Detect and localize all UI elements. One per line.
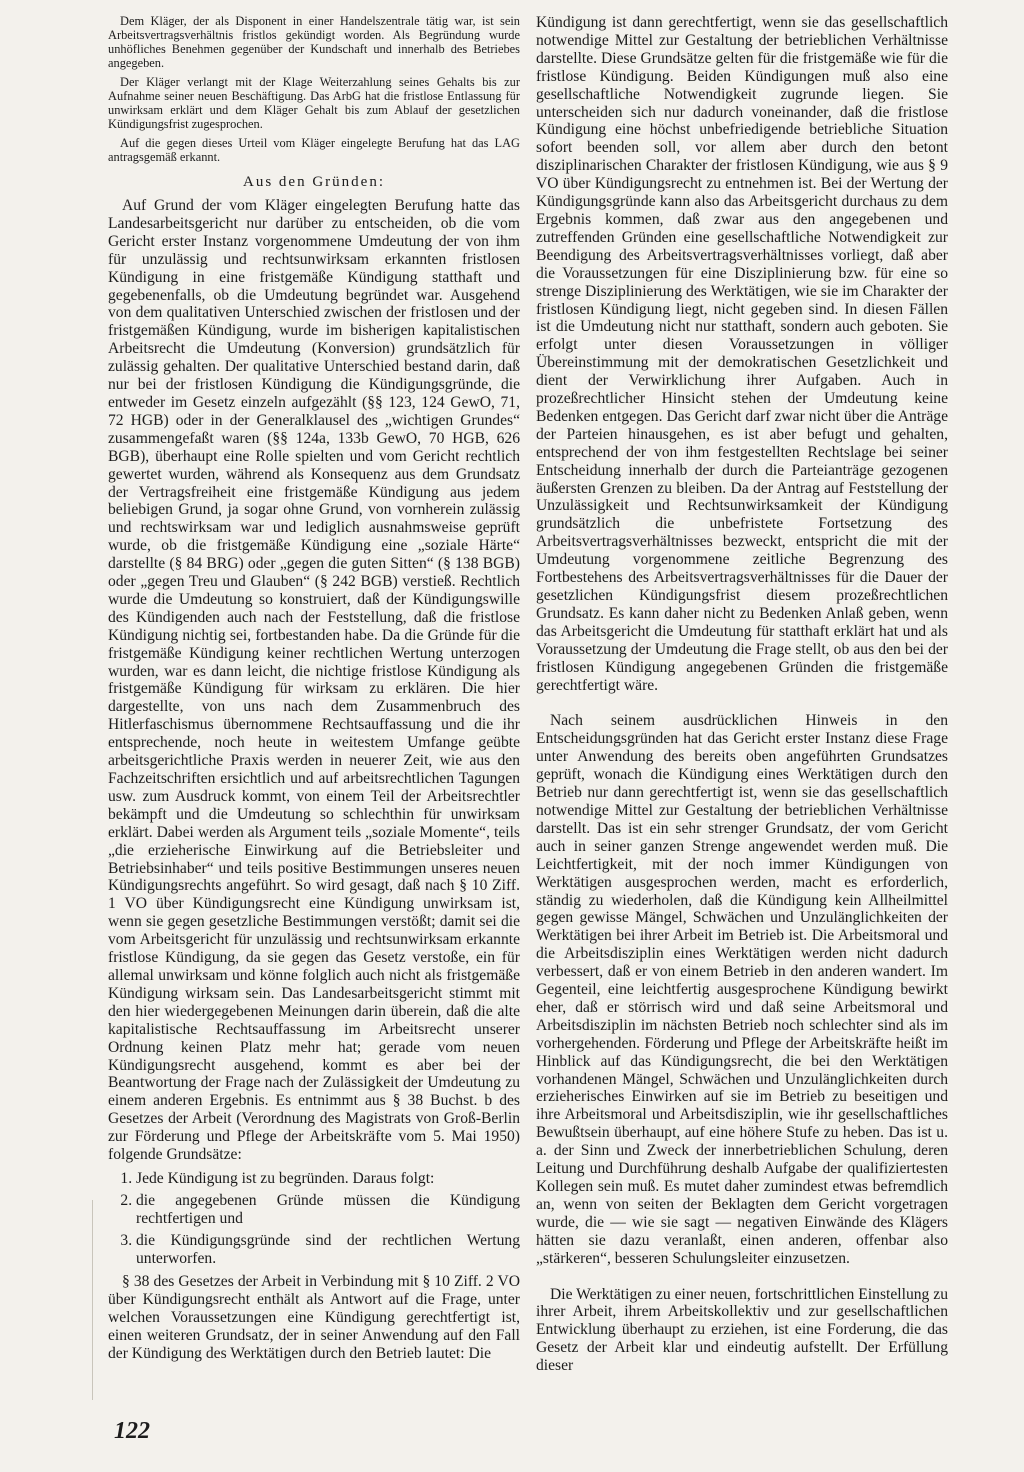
margin-line — [92, 1200, 93, 1400]
body-paragraph: Kündigung ist dann gerechtfertigt, wenn sie das gesellschaftlich notwendige Mittel zur Gestaltung der betrieblichen Verhältnisse darstellte. Diese Grundsätze gelten für die fristgemäße wie für die fristlose Kündigung. Beiden Kündigungen muß also eine gesellschaftliche Notwendigkeit zugrunde liegen. Sie unterscheiden sich nur dadurch voneinander, daß die fristlose Kündigung eine höchst unbefriedigende betriebliche Situation sofort beenden soll, vor allem aber durch den betont disziplinarischen Charakter der fristlosen Kündigung, wie aus § 9 VO über Kündigungsrecht zu entnehmen ist. Bei der Wertung der Kündigungsgründe kann also das Arbeitsgericht durchaus zu dem Ergebnis kommen, daß zwar aus den angegebenen und zutreffenden Gründen eine gesellschaftliche Notwendigkeit zur Beendigung des Arbeitsvertragsverhältnisses vorliegt, daß aber die Voraussetzungen für eine Disziplinierung bzw. für eine so strenge Disziplinierung des Werktätigen, wie sie im Charakter der fristlosen Kündigung liegt, nicht gegeben sind. In diesen Fällen ist die Umdeutung nicht nur statthaft, sondern auch geboten. Sie erfolgt unter diesen Voraussetzungen in völliger Übereinstimmung mit der demokratischen Gesetzlichkeit und dient der Verwirklichung ihrer Aufgaben. Auch in prozeßrechtlicher Hinsicht stehen der Umdeutung keine Bedenken entgegen. Das Gericht darf zwar nicht über die Anträge der Parteien hinausgehen, es ist aber befugt und gehalten, entsprechend der von ihm festgestellten Rechtslage bei seiner Entscheidung innerhalb der durch die Parteianträge gezogenen äußersten Grenzen zu bleiben. Da der Antrag auf Feststellung der Unzulässigkeit und Rechtsunwirksamkeit der Kündigung grundsätzlich die unbefristete Fortsetzung des Arbeitsvertragsverhältnisses bezweckt, entspricht die mit der Umdeutung vorgenommene zeitliche Begrenzung des Fortbestehens des Arbeitsvertragsverhältnisses für die Dauer der gesetzlichen Kündigungsfrist diesem prozeßrechtlichen Grundsatz. Es kann daher nicht zu Bedenken Anlaß geben, wenn das Arbeitsgericht die Umdeutung für statthaft erklärt hat und als Voraussetzung der Umdeutung die Frage stellt, ob aus den bei der fristlosen Kündigung angegebenen Gründen die fristgemäße gerechtfertigt wäre. — [536, 14, 948, 694]
left-column — [108, 14, 520, 1363]
summary-paragraph: Auf die gegen dieses Urteil vom Kläger eingelegte Berufung hat das LAG antragsgemäß erkannt. — [108, 136, 520, 164]
body-paragraph: Die Werktätigen zu einer neuen, fortschrittlichen Einstellung zu ihrer Arbeit, ihrem Arbeitskollektiv und zur gesellschaftlichen Entwicklung überhaupt zu erziehen, ist eine Forderung, die das Gesetz der Arbeit klar und eindeutig aufstellt. Der Erfüllung dieser — [536, 1285, 948, 1375]
list-item: 3. die Kündigungsgründe sind der rechtlichen Wertung unterworfen. — [136, 1232, 520, 1268]
body-paragraph: Nach seinem ausdrücklichen Hinweis in den Entscheidungsgründen hat das Gericht erster Instanz diese Frage unter Anwendung des bereits oben angeführten Grundsatzes geprüft, wonach die Kündigung eines Werktätigen durch den Betrieb nur dann gerechtfertigt ist, wenn sie das gesellschaftlich notwendige Mittel zur Gestaltung der betrieblichen Verhältnisse darstellt. Das ist ein sehr strenger Grundsatz, der vom Gericht auch in seiner ganzen Strenge angewendet werden muß. Die Leichtfertigkeit, mit der noch immer Kündigungen von Werktätigen ausgesprochen werden, macht es erforderlich, ständig zu wiederholen, daß die Kündigung kein Allheilmittel gegen gewisse Mängel, Schwächen und Unzulänglichkeiten der Werktätigen bei ihrer Arbeit im Betrieb ist. Die Arbeitsmoral und die Arbeitsdisziplin eines Werktätigen werden nicht dadurch verbessert, daß er von einem Betrieb in den anderen wandert. Im Gegenteil, eine leichtfertig ausgesprochene Kündigung bewirkt eher, daß er störrisch wird und daß seine Arbeitsmoral und Arbeitsdisziplin im nächsten Betrieb noch schlechter sind als im vorhergehenden. Förderung und Pflege der Arbeitskräfte heißt im Hinblick auf das Kündigungsrecht, die bei den Werktätigen vorhandenen Mängel, Schwächen und Unzulänglichkeiten durch erzieherisches Einwirken auf sie im Betrieb zu beseitigen und ihre Arbeitsmoral und Arbeitsdisziplin, wie ihr gesellschaftliches Bewußtsein überhaupt, auf eine höhere Stufe zu heben. Das ist u. a. der Sinn und Zweck der innerbetrieblichen Schulung, deren Leitung und Durchführung deshalb Aufgabe der qualifiziertesten Kollegen sein muß. Es mutet daher zumindest etwas befremdlich an, wenn von seiten der Beklagten dem Gericht vorgetragen wurde, die — wie sie sagt — negativen Einwände des Klägers hätten sie dazu veranlaßt, einen anderen, offenbar also „stärkeren“, besseren Schulungsleiter einzusetzen. — [536, 712, 948, 1267]
principles-list — [108, 1170, 520, 1268]
right-body — [536, 14, 948, 1375]
list-item: 1. Jede Kündigung ist zu begründen. Daraus folgt: — [136, 1170, 520, 1188]
section-heading: Aus den Gründen: — [243, 174, 385, 190]
summary-paragraph: Dem Kläger, der als Disponent in einer Handelszentrale tätig war, ist sein Arbeitsvertragsverhältnis fristlos gekündigt worden. Als Begründung wurde unhöfliches Benehmen gegenüber der Kundschaft und innerhalb des Betriebes angegeben. — [108, 14, 520, 70]
body-paragraph: Auf Grund der vom Kläger eingelegten Berufung hatte das Landesarbeitsgericht nur darüber zu entscheiden, ob die vom Gericht erster Instanz vorgenommene Umdeutung der von ihm für unzulässig und rechtsunwirksam erkannten fristlosen Kündigung in eine fristgemäße Kündigung statthaft und gegebenenfalls, ob die Umdeutung begründet war. Ausgehend von dem qualitativen Unterschied zwischen der fristlosen und der fristgemäßen Kündigung, wurde im bisherigen kapitalistischen Arbeitsrecht die Umdeutung (Konversion) grundsätzlich für zulässig gehalten. Der qualitative Unterschied bestand darin, daß nur bei der fristlosen Kündigung die Kündigungsgründe, die entweder im Gesetz einzeln aufgezählt (§§ 123, 124 GewO, 71, 72 HGB) oder in der Generalklausel des „wichtigen Grundes“ zusammengefaßt waren (§§ 124a, 133b GewO, 70 HGB, 626 BGB), überhaupt eine Rolle spielten und vom Gericht rechtlich gewertet wurden, während als Konsequenz aus dem Grundsatz der Vertragsfreiheit eine fristgemäße Kündigung aus jedem beliebigen Grund, ja sogar ohne Grund, von vornherein zulässig und rechtswirksam war und lediglich ausnahmsweise geprüft wurde, ob die fristgemäße Kündigung eine „soziale Härte“ darstellte (§ 84 BRG) oder „gegen die guten Sitten“ (§ 138 BGB) oder „gegen Treu und Glauben“ (§ 242 BGB) verstieß. Rechtlich wurde die Umdeutung so konstruiert, daß der Kündigungswille des Kündigenden auch nach der Feststellung, daß die fristlose Kündigung nichtig sei, fortbestanden habe. Da die Gründe für die fristgemäße Kündigung keiner rechtlichen Wertung unterzogen wurden, war es dann leicht, die nichtige fristlose Kündigung als fristgemäße Kündigung für wirksam zu erklären. Die hier dargestellte, von uns nach dem Zusammenbruch des Hitlerfaschismus übernommene Rechtsauffassung und die ihr entsprechende, noch heute in weitestem Umfange geübte arbeitsgerichtliche Praxis werden in neuerer Zeit, wie aus den Fachzeitschriften ersichtlich und auf arbeitsrechtlichen Tagungen usw. zum Ausdruck kommt, von einem Teil der Arbeitsrechtler bekämpft und die Umdeutung so schlechthin für unwirksam erklärt. Dabei werden als Argument teils „soziale Momente“, teils „die erzieherische Einwirkung auf die Betriebsleiter und Betriebsinhaber“ und teils positive Bestimmungen unseres neuen Kündigungsrechts angeführt. So wird gesagt, daß nach § 10 Ziff. 1 VO über Kündigungsrecht eine Kündigung unwirksam ist, wenn sie gegen gesetzliche Bestimmungen verstößt; damit sei die vom Arbeitsgericht für unzulässig und rechtsunwirksam erkannte fristlose Kündigung, da sie gegen das Gesetz verstoße, ein für allemal unwirksam und könne folglich auch nicht als fristgemäße Kündigung wirksam sein. Das Landesarbeitsgericht stimmt mit den hier wiedergegebenen Meinungen darin überein, daß die alte kapitalistische Rechtsauffassung im Arbeitsrecht unserer Ordnung keinen Platz mehr hat; gerade vom neuen Kündigungsrecht ausgehend, kommt es aber bei der Beantwortung der Frage nach der Zulässigkeit der Umdeutung zu einem anderen Ergebnis. Es entnimmt aus § 38 Buchst. b des Gesetzes der Arbeit (Verordnung des Magistrats von Groß-Berlin zur Förderung und Pflege der Arbeitskräfte vom 5. Mai 1950) folgende Grundsätze: — [108, 197, 520, 1164]
right-column — [536, 14, 948, 1375]
list-item: 2. die angegebenen Gründe müssen die Kündigung rechtfertigen und — [136, 1192, 520, 1228]
summary-paragraph: Der Kläger verlangt mit der Klage Weiterzahlung seines Gehalts bis zur Aufnahme seiner neuen Beschäftigung. Das ArbG hat die fristlose Entlassung für unwirksam erklärt und dem Kläger Gehalt bis zum Ablauf der gesetzlichen Kündigungsfrist zugesprochen. — [108, 75, 520, 131]
left-body — [108, 197, 520, 1363]
body-paragraph: § 38 des Gesetzes der Arbeit in Verbindung mit § 10 Ziff. 2 VO über Kündigungsrecht enthält als Antwort auf die Frage, unter welchen Voraussetzungen eine Kündigung gerechtfertigt ist, einen weiteren Grundsatz, der in seiner Anwendung auf den Fall der Kündigung des Werktätigen durch den Betrieb lautet: Die — [108, 1273, 520, 1363]
page-number: 122 — [114, 1418, 150, 1444]
case-summary — [108, 14, 520, 164]
